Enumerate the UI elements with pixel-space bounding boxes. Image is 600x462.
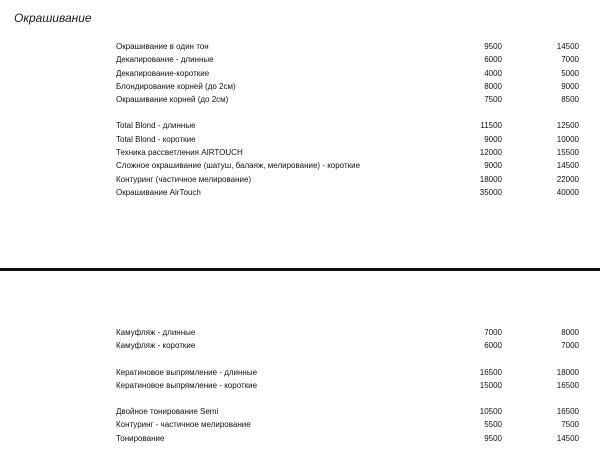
price-second: 7000 (561, 55, 579, 65)
price-row (0, 40, 600, 53)
page-title: Окрашивание (14, 11, 92, 25)
price-row (0, 366, 600, 379)
price-row (0, 146, 600, 159)
service-name: Декапирование-короткие (116, 68, 210, 78)
price-first: 6000 (484, 55, 502, 65)
price-first: 7500 (484, 95, 502, 105)
service-name: Двойное тонирование Semi (116, 407, 219, 417)
service-name: Кератиновое выпрямление - длинные (116, 367, 258, 377)
price-row (0, 339, 600, 352)
price-row (0, 326, 600, 339)
price-row (0, 418, 600, 431)
price-second: 7000 (561, 341, 579, 351)
service-name: Тонирование (116, 433, 165, 443)
price-first: 6000 (484, 341, 502, 351)
price-second: 15500 (556, 148, 579, 158)
service-name: Контуринг - частичное мелирование (116, 420, 251, 430)
price-first: 9500 (484, 433, 502, 443)
price-first: 9000 (484, 134, 502, 144)
price-second: 8500 (561, 95, 579, 105)
price-row (0, 119, 600, 132)
service-name: Окрашивание AirTouch (116, 187, 201, 197)
price-row (0, 67, 600, 80)
price-second: 7500 (561, 420, 579, 430)
price-second: 14500 (556, 42, 579, 51)
price-table-page-1 (0, 40, 600, 199)
service-name: Техника рассветления AIRTOUCH (116, 148, 243, 158)
price-second: 9000 (561, 81, 579, 91)
price-second: 40000 (556, 187, 579, 197)
price-second: 18000 (556, 367, 579, 377)
price-first: 9500 (484, 42, 502, 51)
service-name: Камуфляж - короткие (116, 341, 196, 351)
price-first: 5500 (484, 420, 502, 430)
price-second: 5000 (561, 68, 579, 78)
price-first: 11500 (480, 121, 502, 131)
price-second: 10000 (556, 134, 579, 144)
section-gap (0, 106, 600, 119)
page-break-divider (0, 268, 600, 271)
price-first: 9000 (484, 161, 502, 171)
price-row (0, 159, 600, 172)
price-first: 16500 (479, 367, 502, 377)
price-second: 12500 (556, 121, 579, 131)
service-name: Сложное окрашивание (шатуш, балаяж, мелирование) - короткие (116, 161, 361, 171)
price-row (0, 186, 600, 199)
price-first: 4000 (484, 68, 502, 78)
price-second: 14500 (556, 433, 579, 443)
price-first: 8000 (484, 81, 502, 91)
price-second: 8000 (561, 328, 579, 337)
service-name: Окрашивание в один тон (116, 42, 209, 51)
price-first: 35000 (479, 187, 502, 197)
price-row (0, 133, 600, 146)
service-name: Total Blond - короткие (116, 134, 196, 144)
price-first: 12000 (479, 148, 502, 158)
price-row (0, 93, 600, 106)
section-gap (0, 392, 600, 405)
price-row (0, 173, 600, 186)
price-second: 16500 (556, 380, 579, 390)
price-row (0, 405, 600, 418)
service-name: Окрашивание корней (до 2см) (116, 95, 229, 105)
service-name: Total Blond - длинные (116, 121, 196, 131)
service-name: Контуринг (частичное мелирование) (116, 174, 252, 184)
price-second: 16500 (556, 407, 579, 417)
service-name: Декапирование - длинные (116, 55, 214, 65)
price-second: 14500 (556, 161, 579, 171)
service-name: Камуфляж - длинные (116, 328, 196, 337)
price-row (0, 80, 600, 93)
price-row (0, 432, 600, 445)
price-table-page-2 (0, 326, 600, 445)
price-first: 15000 (479, 380, 502, 390)
service-name: Блондирование корней (до 2см) (116, 81, 236, 91)
price-row (0, 53, 600, 66)
price-first: 7000 (484, 328, 502, 337)
section-gap (0, 353, 600, 366)
price-first: 18000 (479, 174, 502, 184)
price-row (0, 379, 600, 392)
price-first: 10500 (479, 407, 502, 417)
price-second: 22000 (556, 174, 579, 184)
service-name: Кератиновое выпрямление - короткие (116, 380, 258, 390)
